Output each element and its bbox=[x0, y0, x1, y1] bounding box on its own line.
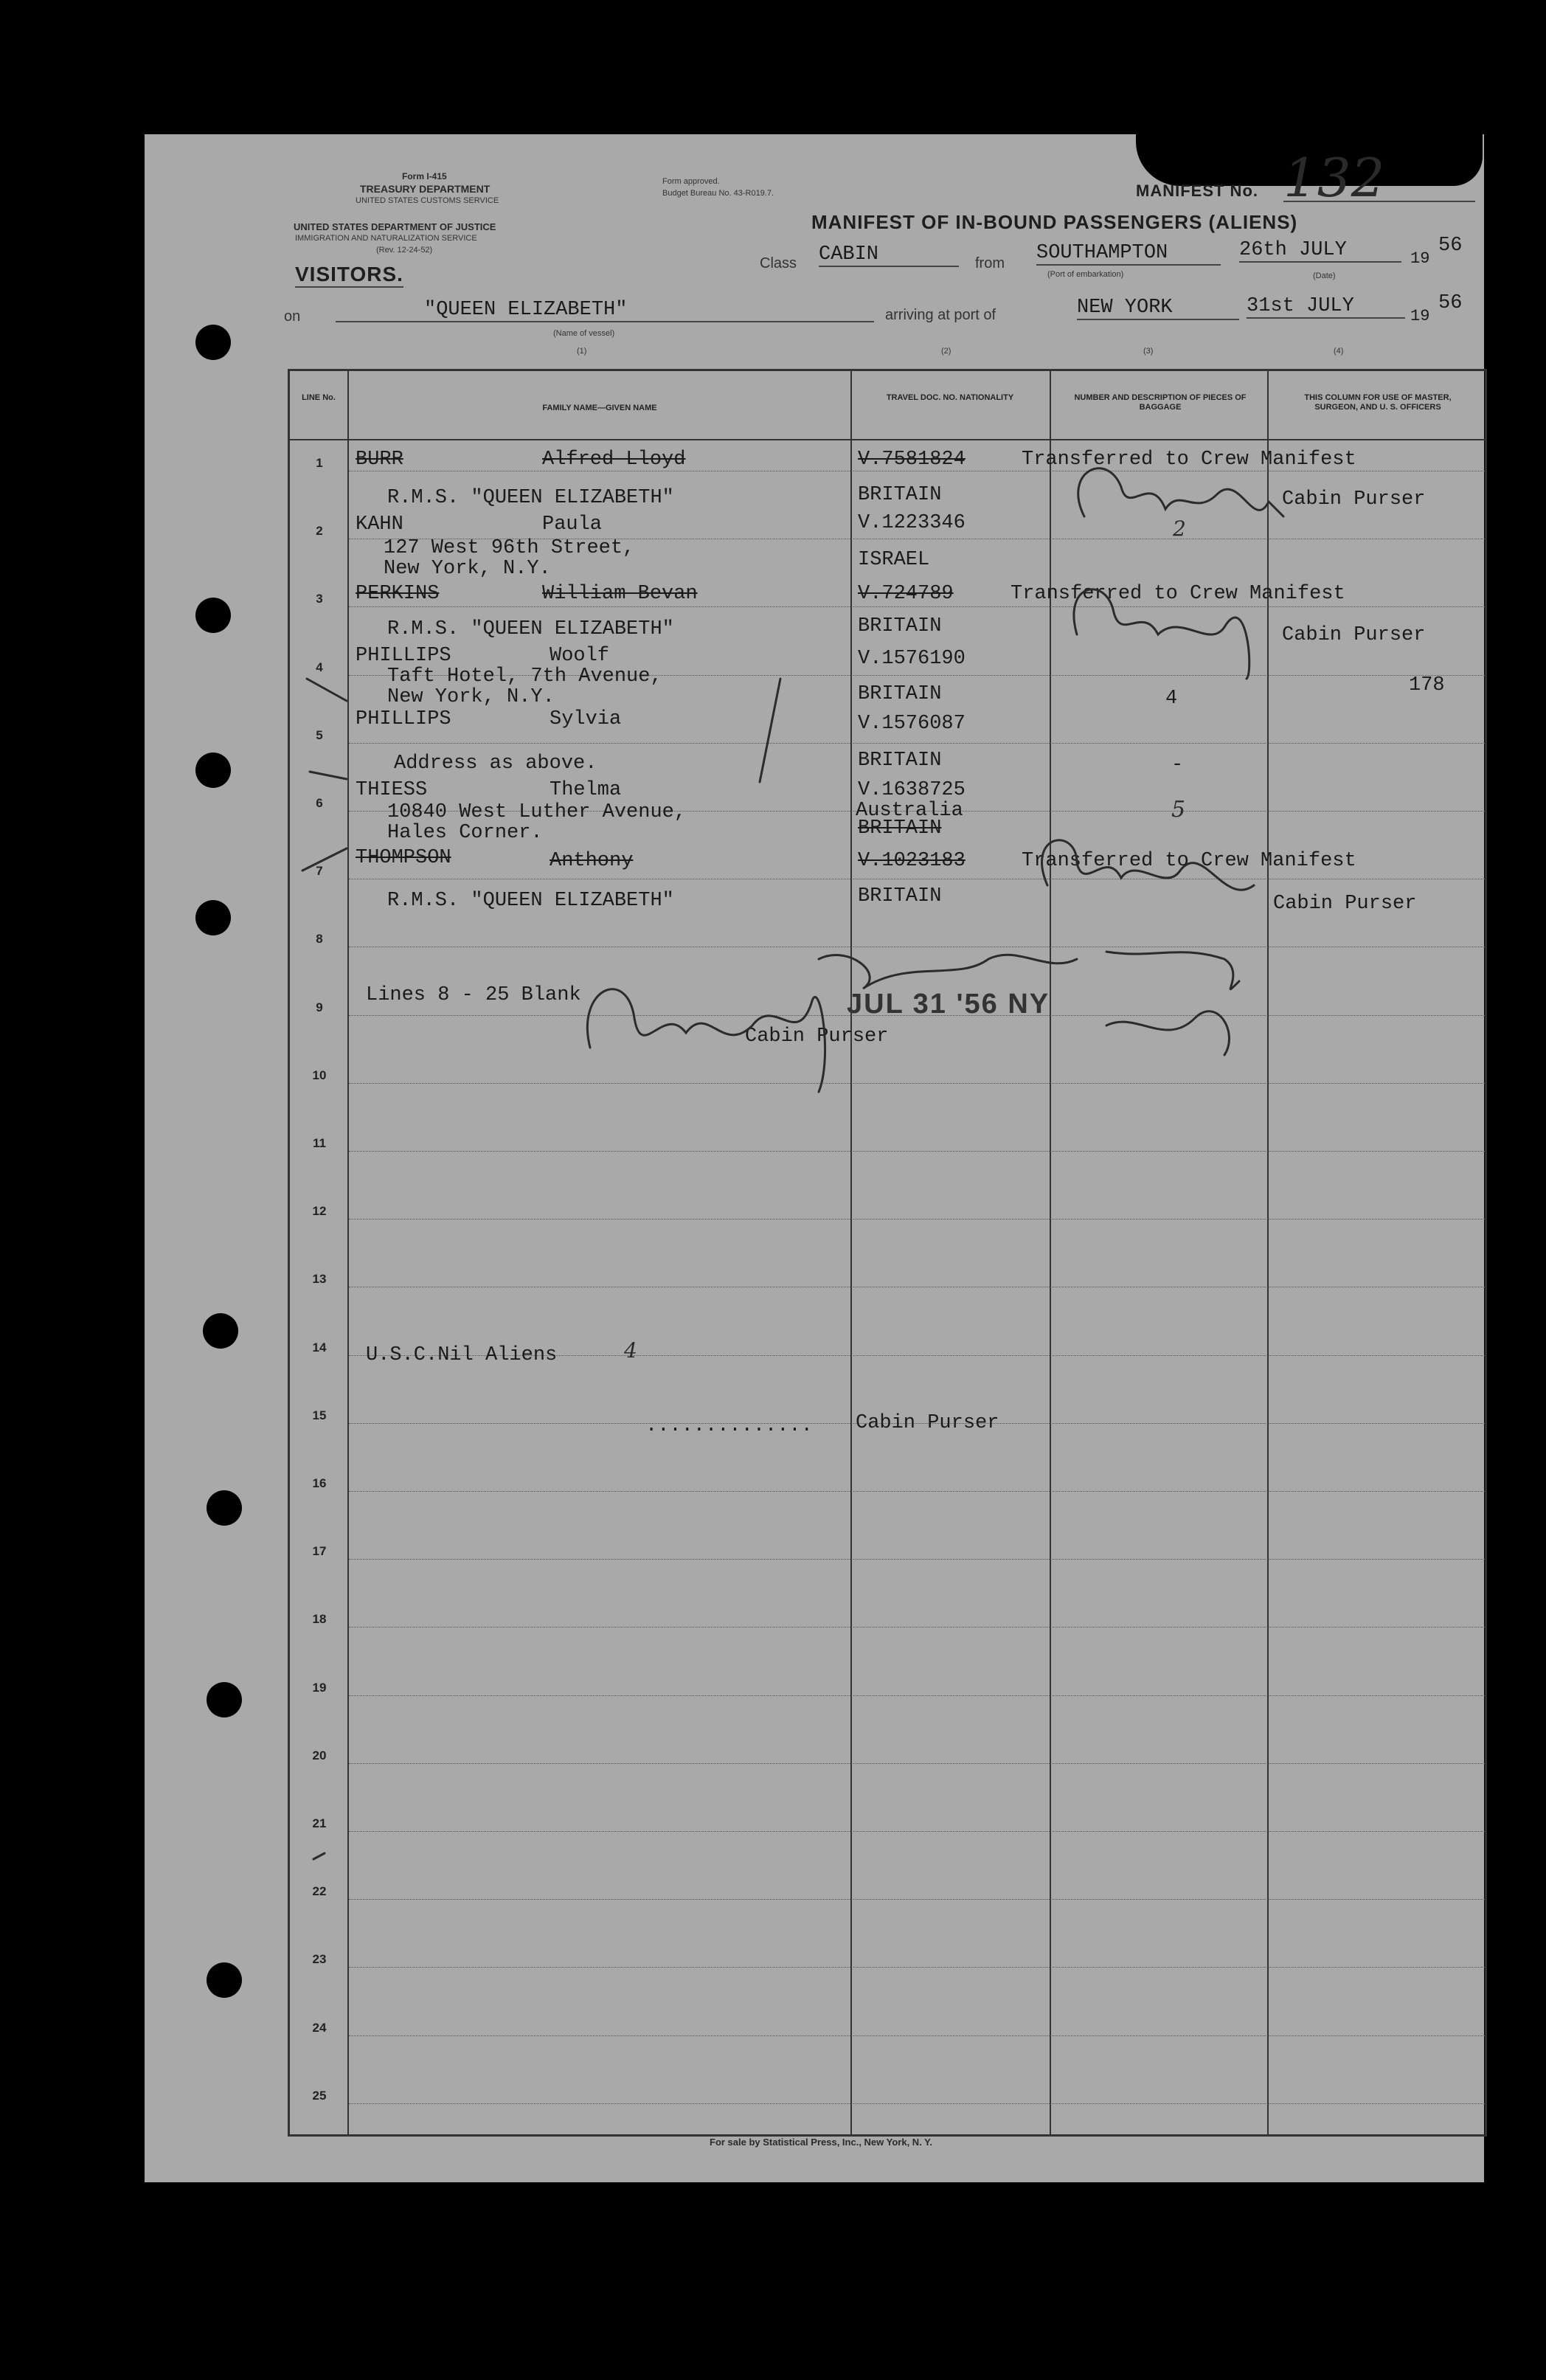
perkins-addr: R.M.S. "QUEEN ELIZABETH" bbox=[387, 618, 674, 640]
row-divider bbox=[349, 1695, 1485, 1696]
line-number: 21 bbox=[312, 1816, 327, 1830]
thompson-nat: BRITAIN bbox=[858, 885, 942, 907]
phillips-s-addr: Address as above. bbox=[394, 753, 597, 775]
kahn-given: Paula bbox=[542, 513, 603, 536]
phillips-s-nat: BRITAIN bbox=[858, 750, 942, 772]
thiess-family: THIESS bbox=[356, 779, 428, 801]
row-divider bbox=[349, 1491, 1485, 1492]
burr-given: Alfred Lloyd bbox=[542, 449, 686, 471]
line-number: 12 bbox=[312, 1204, 327, 1219]
blank-lines-signature: Cabin Purser bbox=[745, 1025, 889, 1048]
line-number: 19 bbox=[312, 1680, 327, 1695]
col-2-marker: (2) bbox=[941, 347, 951, 356]
col-header-name: FAMILY NAME—GIVEN NAME bbox=[542, 404, 657, 412]
class-label: Class bbox=[760, 255, 797, 271]
row-divider bbox=[349, 1831, 1485, 1832]
phillips-w-family: PHILLIPS bbox=[356, 645, 451, 667]
thompson-doc: V.1023183 bbox=[858, 850, 966, 872]
phillips-w-officer: 178 bbox=[1409, 674, 1445, 696]
form-number: Form I-415 bbox=[402, 171, 447, 181]
line-number: 23 bbox=[312, 1952, 327, 1967]
phillips-s-baggage: - bbox=[1171, 754, 1184, 776]
line-number: 16 bbox=[312, 1476, 327, 1490]
row-divider bbox=[349, 1219, 1485, 1220]
arriving-label: arriving at port of bbox=[885, 307, 996, 323]
col-4-marker: (4) bbox=[1334, 347, 1344, 356]
manifest-title: MANIFEST OF IN-BOUND PASSENGERS (ALIENS) bbox=[811, 211, 1298, 233]
row-divider bbox=[349, 1559, 1485, 1560]
perkins-nat: BRITAIN bbox=[858, 615, 942, 637]
line-number: 10 bbox=[312, 1068, 327, 1082]
approved-label: Form approved. bbox=[662, 177, 720, 186]
binder-hole bbox=[195, 325, 231, 360]
perkins-family: PERKINS bbox=[356, 583, 440, 605]
customs-label: UNITED STATES CUSTOMS SERVICE bbox=[356, 196, 499, 205]
binder-hole bbox=[195, 900, 231, 935]
col-3-marker: (3) bbox=[1143, 347, 1154, 356]
line-number: 15 bbox=[312, 1408, 327, 1422]
kahn-addr-1: 127 West 96th Street, bbox=[384, 537, 635, 559]
binder-hole bbox=[207, 1962, 242, 1998]
binder-hole bbox=[207, 1490, 242, 1526]
line-number: 13 bbox=[312, 1272, 327, 1287]
phillips-w-baggage: 4 bbox=[1165, 688, 1178, 710]
binder-hole bbox=[203, 1313, 238, 1349]
usc-count: 4 bbox=[624, 1338, 637, 1363]
budget-label: Budget Bureau No. 43-R019.7. bbox=[662, 189, 774, 198]
manifest-number: 132 bbox=[1283, 155, 1475, 202]
thiess-given: Thelma bbox=[550, 779, 622, 801]
row-divider bbox=[349, 2103, 1485, 2104]
binder-hole bbox=[195, 753, 231, 788]
kahn-baggage: 2 bbox=[1173, 516, 1186, 541]
perkins-note: Transferred to Crew Manifest bbox=[1011, 583, 1345, 605]
purser-dots: .............. bbox=[645, 1415, 813, 1437]
phillips-s-doc: V.1576087 bbox=[858, 713, 966, 735]
thiess-addr-1: 10840 West Luther Avenue, bbox=[387, 801, 687, 823]
phillips-w-addr-1: Taft Hotel, 7th Avenue, bbox=[387, 665, 662, 688]
thiess-nat-2: BRITAIN bbox=[858, 817, 942, 840]
col-1-marker: (1) bbox=[577, 347, 587, 356]
embark-port: SOUTHAMPTON bbox=[1036, 242, 1221, 266]
line-number: 17 bbox=[312, 1544, 327, 1559]
thiess-nat-1: Australia bbox=[856, 800, 963, 822]
col-header-officers: THIS COLUMN FOR USE OF MASTER, SURGEON, AND U. S. OFFICERS bbox=[1304, 393, 1452, 412]
year-2: 56 bbox=[1438, 292, 1463, 314]
kahn-nat: ISRAEL bbox=[858, 549, 930, 571]
thompson-addr: R.M.S. "QUEEN ELIZABETH" bbox=[387, 890, 674, 912]
thompson-family: THOMPSON bbox=[356, 847, 451, 869]
row-divider bbox=[349, 1899, 1485, 1900]
line-number: 11 bbox=[313, 1136, 326, 1150]
visitors-label: VISITORS. bbox=[295, 263, 403, 288]
line-number: 4 bbox=[316, 660, 323, 674]
on-label: on bbox=[284, 308, 301, 325]
line-number: 5 bbox=[316, 727, 323, 742]
justice-label: UNITED STATES DEPARTMENT OF JUSTICE bbox=[294, 221, 496, 232]
thiess-baggage: 5 bbox=[1171, 797, 1186, 823]
phillips-w-given: Woolf bbox=[550, 645, 610, 667]
binder-hole bbox=[195, 598, 231, 633]
year-1: 56 bbox=[1438, 235, 1463, 257]
treasury-label: TREASURY DEPARTMENT bbox=[360, 183, 491, 195]
usc-note: U.S.C.Nil Aliens bbox=[366, 1344, 558, 1366]
burr-note: Transferred to Crew Manifest bbox=[1022, 449, 1356, 471]
thompson-sig: Cabin Purser bbox=[1273, 893, 1417, 915]
row-divider bbox=[349, 743, 1485, 744]
thiess-doc: V.1638725 bbox=[858, 779, 966, 801]
line-number: 7 bbox=[316, 864, 323, 879]
row-divider bbox=[349, 1151, 1485, 1152]
purser-label: Cabin Purser bbox=[856, 1412, 999, 1434]
binder-hole bbox=[207, 1682, 242, 1717]
kahn-addr-2: New York, N.Y. bbox=[384, 558, 551, 580]
phillips-s-given: Sylvia bbox=[550, 708, 622, 730]
burr-family: BURR bbox=[356, 449, 403, 471]
ins-label: IMMIGRATION AND NATURALIZATION SERVICE bbox=[295, 234, 477, 243]
line-number: 24 bbox=[312, 2020, 327, 2035]
col-header-baggage: NUMBER AND DESCRIPTION OF PIECES OF BAGGAGE bbox=[1074, 393, 1247, 412]
embark-caption: (Port of embarkation) bbox=[1047, 270, 1124, 279]
line-number: 18 bbox=[312, 1612, 327, 1627]
blank-lines-note: Lines 8 - 25 Blank bbox=[366, 984, 581, 1006]
year-prefix-1: 19 bbox=[1410, 249, 1430, 268]
phillips-w-nat: BRITAIN bbox=[858, 683, 942, 705]
perkins-doc: V.724789 bbox=[858, 583, 954, 605]
line-number: 1 bbox=[316, 456, 323, 470]
burr-nat: BRITAIN bbox=[858, 484, 942, 506]
rev-label: (Rev. 12-24-52) bbox=[376, 246, 433, 255]
row-divider bbox=[349, 1763, 1485, 1764]
phillips-w-doc: V.1576190 bbox=[858, 648, 966, 670]
line-number: 6 bbox=[316, 796, 323, 810]
class-value: CABIN bbox=[819, 243, 959, 267]
thiess-addr-2: Hales Corner. bbox=[387, 822, 543, 844]
line-number: 2 bbox=[316, 524, 323, 539]
footer-publisher: For sale by Statistical Press, Inc., New York, N. Y. bbox=[710, 2137, 933, 2148]
line-number: 9 bbox=[316, 1000, 323, 1014]
line-number: 25 bbox=[312, 2088, 327, 2103]
phillips-w-addr-2: New York, N.Y. bbox=[387, 686, 555, 708]
burr-sig: Cabin Purser bbox=[1282, 488, 1426, 511]
line-number: 22 bbox=[312, 1884, 327, 1899]
line-number: 3 bbox=[316, 592, 323, 606]
row-divider bbox=[349, 1967, 1485, 1968]
from-label: from bbox=[975, 255, 1005, 271]
vessel-name: "QUEEN ELIZABETH" bbox=[336, 299, 874, 322]
perkins-given: William Bevan bbox=[542, 583, 698, 605]
row-divider bbox=[349, 606, 1485, 607]
line-number: 8 bbox=[316, 932, 323, 947]
row-divider bbox=[349, 1083, 1485, 1084]
thompson-note: Transferred to Crew Manifest bbox=[1022, 850, 1356, 872]
year-prefix-2: 19 bbox=[1410, 307, 1430, 325]
embark-date: 26th JULY bbox=[1239, 239, 1401, 263]
col-header-line: LINE No. bbox=[302, 393, 336, 402]
vessel-caption: (Name of vessel) bbox=[553, 329, 615, 338]
arrival-date: 31st JULY bbox=[1247, 295, 1405, 319]
arrival-port: NEW YORK bbox=[1077, 297, 1239, 320]
thompson-given: Anthony bbox=[550, 850, 634, 872]
kahn-doc: V.1223346 bbox=[858, 512, 966, 534]
line-number: 14 bbox=[312, 1340, 327, 1355]
burr-doc: V.7581824 bbox=[858, 449, 966, 471]
manifest-no-label: MANIFEST No. bbox=[1136, 181, 1258, 200]
date-caption: (Date) bbox=[1313, 271, 1336, 280]
phillips-s-family: PHILLIPS bbox=[356, 708, 451, 730]
row-divider bbox=[349, 2035, 1485, 2036]
inspection-stamp: JUL 31 '56 NY bbox=[847, 989, 1050, 1020]
burr-addr: R.M.S. "QUEEN ELIZABETH" bbox=[387, 487, 674, 509]
col-header-doc: TRAVEL DOC. NO. NATIONALITY bbox=[886, 393, 1014, 402]
perkins-sig: Cabin Purser bbox=[1282, 624, 1426, 646]
kahn-family: KAHN bbox=[356, 513, 403, 536]
line-number: 20 bbox=[312, 1748, 327, 1762]
